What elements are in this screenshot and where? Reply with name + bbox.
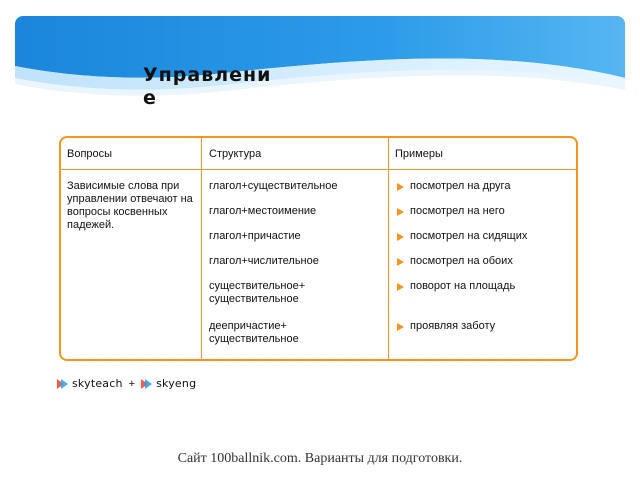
header-divider [61, 169, 576, 170]
header-examples: Примеры [395, 148, 443, 160]
example-item: посмотрел на обоих [397, 255, 513, 268]
example-item: посмотрел на друга [397, 180, 510, 193]
column-divider [388, 138, 389, 359]
arrow-right-icon [397, 323, 404, 331]
structure-item: глагол+причастие [209, 230, 301, 242]
slide-title: Управление [143, 64, 272, 109]
questions-cell: Зависимые слова при управлении отвечают на вопросы косвенных падежей. [67, 180, 193, 231]
example-item: поворот на площадь [397, 280, 515, 293]
structure-item: глагол+числительное [209, 255, 319, 267]
arrow-right-icon [397, 258, 404, 266]
structure-item: глагол+существительное [209, 180, 338, 192]
footer-caption: Сайт 100ballnik.com. Варианты для подготовки. [177, 451, 463, 466]
skyeng-logo-text: skyeng [156, 377, 197, 390]
banner-decoration [15, 16, 625, 126]
skyteach-logo-text: skyteach [72, 377, 123, 390]
arrow-right-icon [397, 283, 404, 291]
column-divider [201, 138, 202, 359]
structure-item: деепричастие+ существительное [209, 320, 299, 345]
example-item: посмотрел на него [397, 205, 505, 218]
arrow-right-icon [397, 208, 404, 216]
arrow-right-icon [397, 183, 404, 191]
skyeng-logo-icon [141, 379, 153, 389]
structure-item: существительное+ существительное [209, 280, 306, 305]
header-structure: Структура [209, 148, 262, 160]
example-item: проявляя заботу [397, 320, 495, 333]
grammar-table [59, 136, 578, 361]
brand-logos [57, 377, 196, 390]
example-item: посмотрел на сидящих [397, 230, 527, 243]
logo-plus: + [128, 377, 136, 390]
structure-item: глагол+местоимение [209, 205, 317, 217]
skyteach-logo-icon [57, 379, 69, 389]
arrow-right-icon [397, 233, 404, 241]
header-questions: Вопросы [67, 148, 113, 160]
